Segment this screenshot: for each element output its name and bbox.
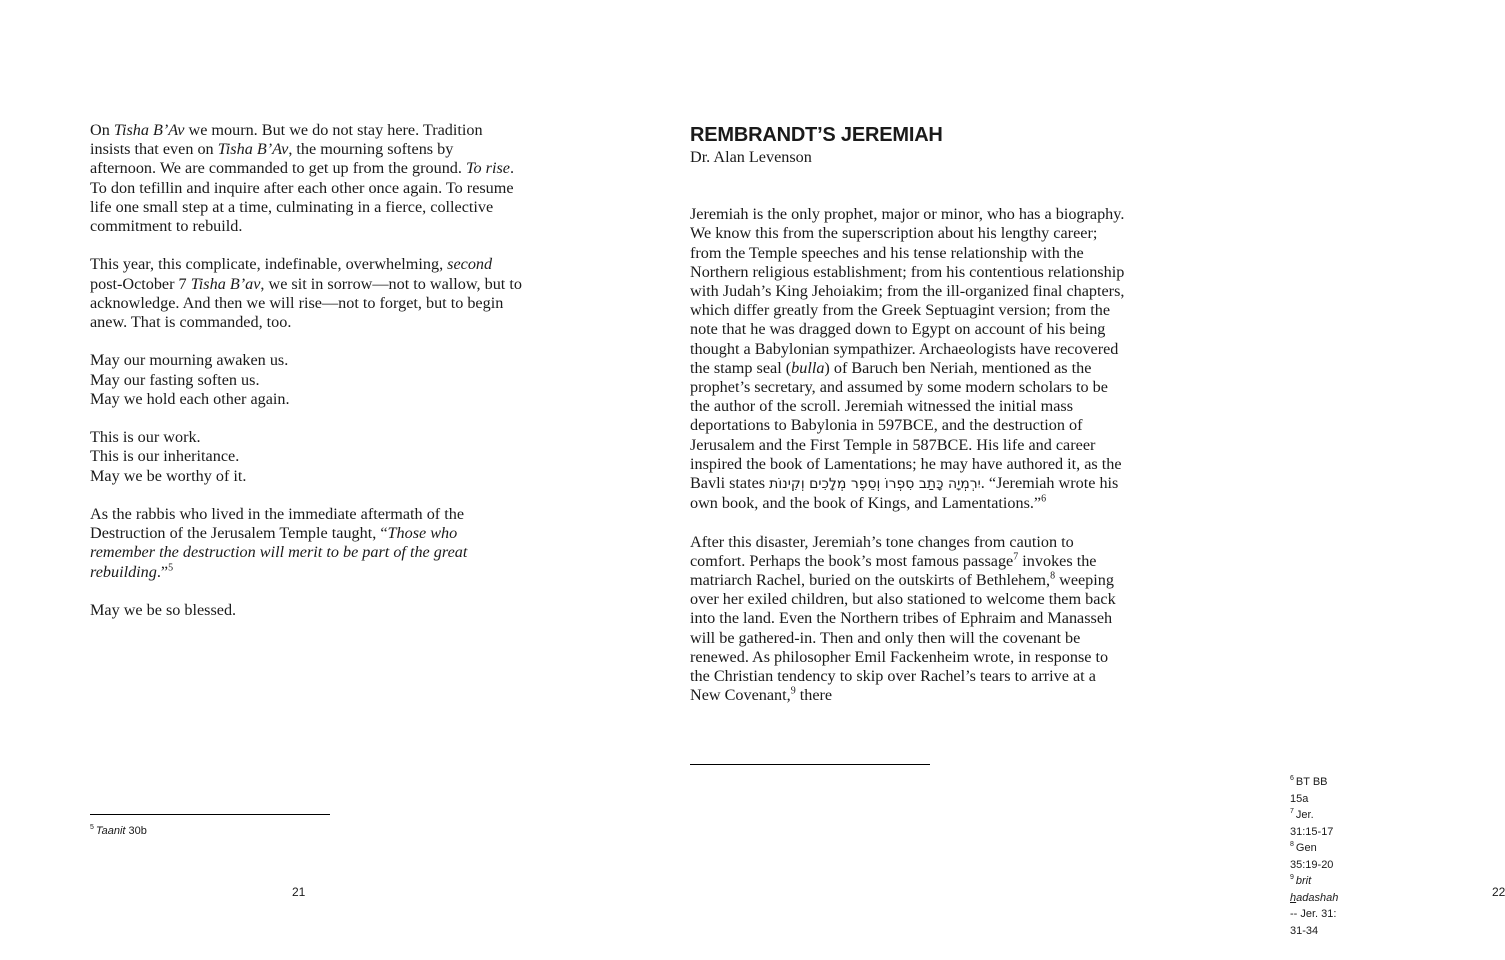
verse-stanza: May our mourning awaken us. May our fasting soften us. May we hold each other again. [90, 351, 290, 408]
footnote-ref[interactable]: 5 [168, 562, 174, 574]
paragraph: Jeremiah is the only prophet, major or minor, who has a biography. We know this from the superscription about his lengthy career; from the Temple speeches and his tense relationship with the Northern religious establishment; from his contentious relationship with Judah’s King Jehoiakim; from the ill-organized final chapters, which differ greatly from the Greek Septuagint version; from the note that he was dragged down to Egypt on account of his being thought a Babylonian sympathizer. Archaeologists have recovered the stamp seal (bulla) of Baruch ben Neriah, mentioned as the prophet’s secretary, and assumed by some modern scholars to be the author of the scroll. Jeremiah witnessed the initial mass deportations to Babylonia in 597BCE, and the destruction of Jerusalem and the First Temple in 587BCE. His life and career inspired the book of Lamentations; he may have authored it, as the Bavli states יִרְמְיָה כָּתַב סִפְרוֹ וְסֵפֶר מְלָכִים וְקִינוֹת. “Jeremiah wrote his own book, and the book of Kings, and Lamentations.”$^6$ [690, 205, 1125, 513]
footnote-ref[interactable]: 8 [1050, 570, 1056, 582]
footnotes [1290, 774, 1338, 939]
chapter-title: REMBRANDT’S JEREMIAH [690, 124, 943, 146]
footnote-ref[interactable]: 6 [1041, 493, 1047, 505]
paragraph: As the rabbis who lived in the immediate aftermath of the Destruction of the Jerusalem Temple taught, “Those who remember the destruction will merit to be part of the great rebuilding.”$^5$ [90, 505, 468, 581]
verse-stanza: This is our work. This is our inheritance. May we be worthy of it. [90, 428, 247, 485]
page-number: 21 [292, 885, 306, 899]
footnote: $^6$ BT BB 15a [1290, 775, 1328, 805]
footnote: $^8$ Gen 35:19-20 [1290, 841, 1334, 871]
footnote-ref[interactable]: 9 [790, 685, 796, 697]
hebrew-quote: יִרְמְיָה כָּתַב סִפְרוֹ וְסֵפֶר מְלָכִים וְקִינוֹת [769, 476, 981, 493]
paragraph: This year, this complicate, indefinable, overwhelming, second post-October 7 Tisha B’av, we sit in sorrow—not to wallow, but to acknowledge. And then we will rise—not to forget, but to begin anew. That is commanded, too. [90, 255, 522, 332]
paragraph: May we be so blessed. [90, 601, 237, 619]
right-body-text [690, 122, 1128, 725]
footnotes [90, 823, 147, 840]
page-number: 22 [1492, 885, 1505, 899]
left-page [0, 0, 600, 960]
author-name: Dr. Alan Levenson [690, 148, 812, 166]
footnote-divider [690, 764, 930, 765]
footnote: $^5$ Taanit 30b [90, 824, 147, 837]
footnote: $^7$ Jer. 31:15-17 [1290, 808, 1334, 838]
paragraph: After this disaster, Jeremiah’s tone changes from caution to comfort. Perhaps the book’s most famous passage$^7$ invokes the matriarch Rachel, buried on the outskirts of Bethlehem,$^8$ weeping over her exiled children, but also stationed to welcome them back into the land. Even the Northern tribes of Ephraim and Manasseh will be gathered-in. Then and only then will the covenant be renewed. As philosopher Emil Fackenheim wrote, in response to the Christian tendency to skip over Rachel’s tears to arrive at a New Covenant,$^9$ there [690, 532, 1116, 705]
left-body-text [90, 121, 522, 639]
paragraph: On Tisha B’Av we mourn. But we do not stay here. Tradition insists that even on Tisha B’Av, the mourning softens by afternoon. We are commanded to get up from the ground. To rise. To don tefillin and inquire after each other once again. To resume life one small step at a time, culminating in a fierce, collective commitment to rebuild. [90, 121, 514, 236]
footnote: $^9$ brit hadashah -- Jer. 31: 31-34 [1290, 874, 1339, 937]
footnote-ref[interactable]: 7 [1013, 551, 1019, 563]
footnote-divider [90, 814, 330, 815]
right-page [600, 0, 1505, 960]
